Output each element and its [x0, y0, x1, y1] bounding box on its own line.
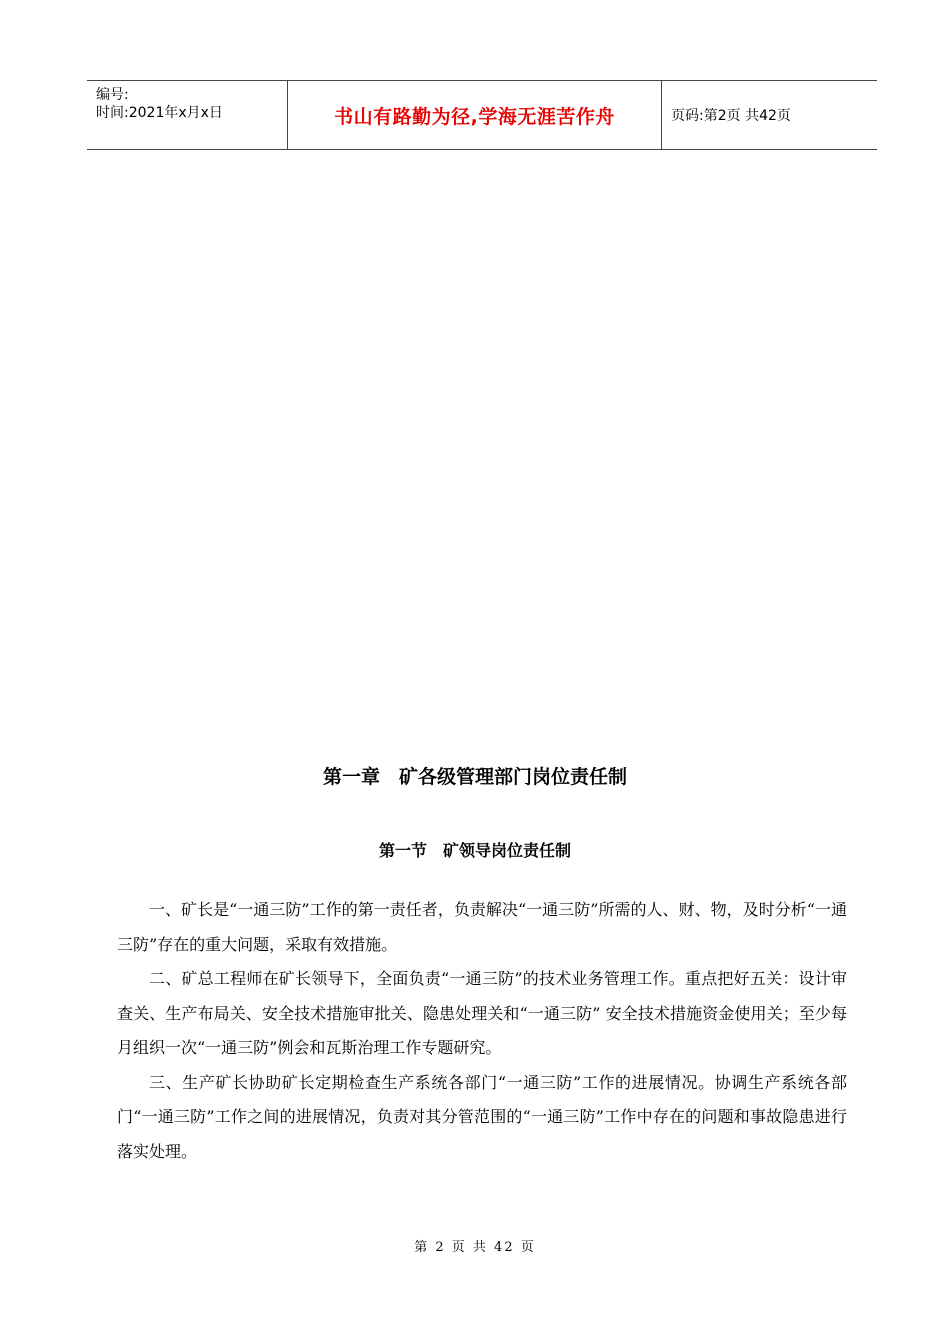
chapter-title: 第一章 矿各级管理部门岗位责任制 — [322, 766, 627, 788]
body-text — [117, 893, 847, 1169]
header-meta-cell — [87, 81, 288, 149]
document-time-label: 时间:2021年x月x日 — [96, 105, 223, 121]
page-header — [87, 80, 877, 150]
document-number-label: 编号: — [96, 87, 129, 103]
paragraph-2: 二、矿总工程师在矿长领导下，全面负责“一通三防”的技术业务管理工作。重点把好五关：设计审查关、生产布局关、安全技术措施审批关、隐患处理关和“一通三防” 安全技术措施资金使用关；至少每月组织一次“一通三防”例会和瓦斯治理工作专题研究。 — [117, 969, 847, 1057]
section-title: 第一节 矿领导岗位责任制 — [378, 841, 571, 860]
paragraph-3: 三、生产矿长协助矿长定期检查生产系统各部门“一通三防”工作的进展情况。协调生产系统各部门“一通三防”工作之间的进展情况，负责对其分管范围的“一通三防”工作中存在的问题和事故隐患进行落实处理。 — [117, 1072, 847, 1161]
header-page-info: 页码:第2页 共42页 — [671, 108, 791, 124]
header-motto: 书山有路勤为径,学海无涯苦作舟 — [288, 81, 662, 149]
paragraph-1: 一、矿长是“一通三防”工作的第一责任者，负责解决“一通三防”所需的人、财、物，及时分析“一通三防”存在的重大问题，采取有效措施。 — [117, 900, 847, 954]
page-footer: 第 2 页 共 42 页 — [414, 1240, 536, 1255]
